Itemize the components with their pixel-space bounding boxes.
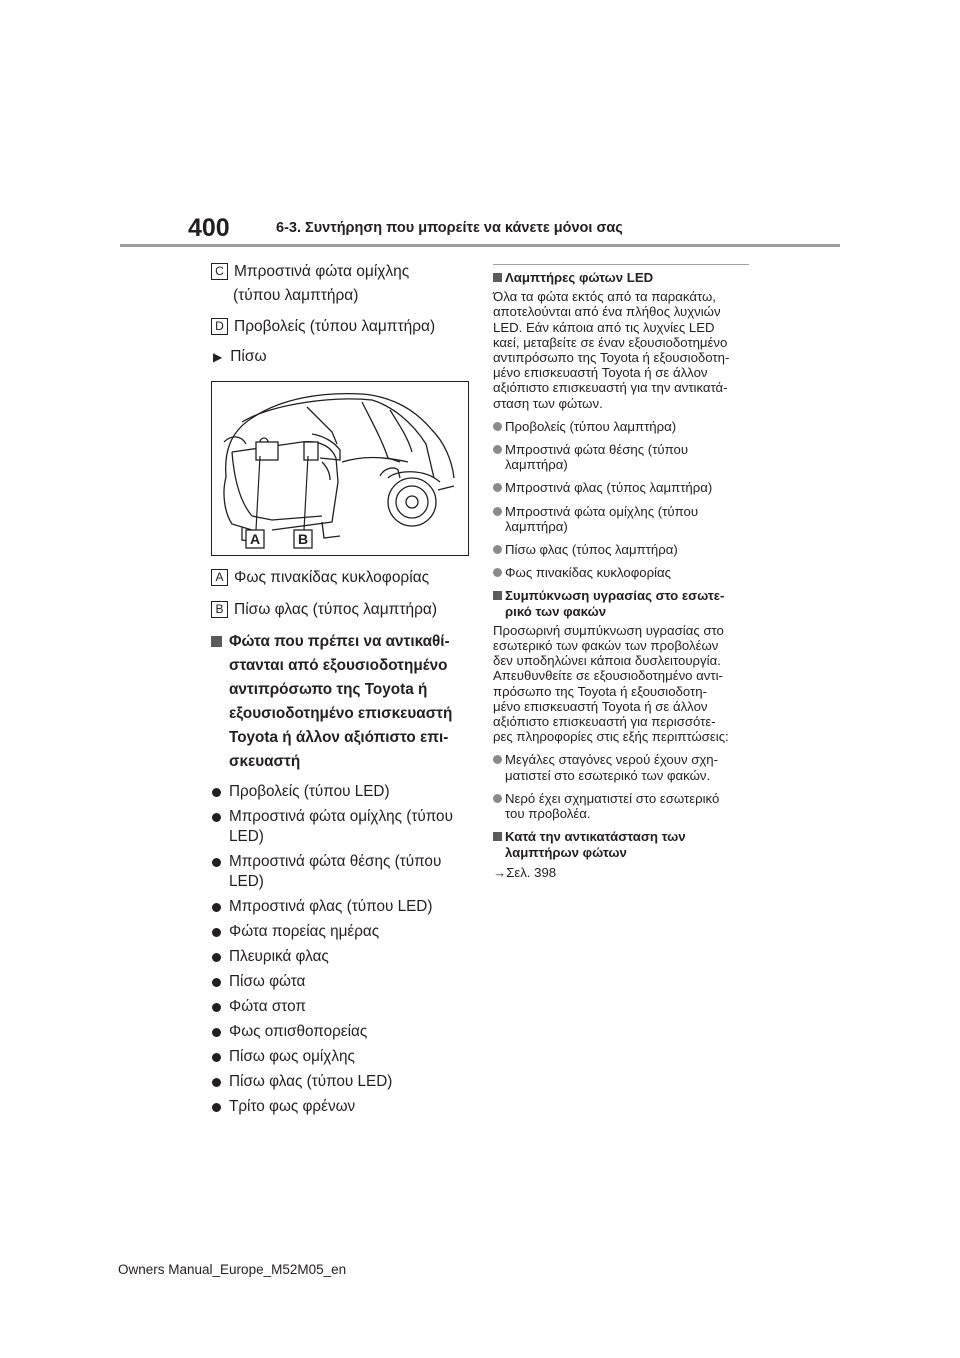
dealer-lights-list [211, 782, 469, 1122]
list-item-line: Νερό έχει σχηματιστεί στο εσωτερικό [505, 790, 720, 806]
list-item: Μπροστινά φώτα ομίχλης (τύπου LED) [211, 807, 469, 847]
list-item-line: Μεγάλες σταγόνες νερού έχουν σχη- [505, 752, 719, 768]
list-item: Πίσω φως ομίχλης [211, 1047, 469, 1067]
list-item-line: λαμπτήρα) [505, 518, 568, 534]
item-a-text: Φως πινακίδας κυκλοφορίας [234, 569, 430, 586]
callout-b [294, 530, 312, 548]
list-item: Προβολείς (τύπου LED) [211, 782, 469, 802]
condensation-body-line: ρες πληροφορίες στις εξής περιπτώσεις: [493, 729, 729, 745]
list-item [493, 504, 749, 534]
condensation-body-line: εσωτερικό των φακών των προβολέων [493, 638, 719, 654]
item-c [211, 262, 409, 282]
list-item-line: Προβολείς (τύπου λαμπτήρα) [505, 418, 677, 434]
list-item: Πλευρικά φλας [211, 947, 469, 967]
list-item [493, 480, 749, 495]
condensation-body-line: Απευθυνθείτε σε εξουσιοδοτημένο αντι- [493, 668, 723, 684]
triangle-icon: ▶ [213, 350, 223, 364]
led-body-line: μένο επισκευαστή Toyota ή σε άλλον [493, 365, 708, 381]
replacement-heading [493, 829, 749, 859]
list-item: Μπροστινά φώτα θέσης (τύπου LED) [211, 852, 469, 892]
led-body-line: LED. Εάν κάποια από τις λυχνίες LED [493, 319, 715, 335]
led-body-line: αξιόπιστο επισκευαστή για την αντικατά- [493, 380, 728, 396]
item-a [211, 568, 429, 588]
car-rear-illustration [212, 382, 468, 555]
list-item [493, 752, 749, 782]
right-column-divider [493, 264, 749, 265]
label-b: B [211, 601, 228, 618]
led-body-line: αποτελούνται από ένα πλήθος λυχνιών [493, 304, 721, 320]
dealer-heading-line: στανται από εξουσιοδοτημένο [229, 657, 448, 674]
list-item: Μπροστινά φλας (τύπου LED) [211, 897, 469, 917]
rear-car-figure [211, 381, 469, 556]
condensation-heading [493, 588, 749, 618]
list-item-line: Μπροστινά φλας (τύπος λαμπτήρα) [505, 480, 713, 496]
led-body-line: αντιπρόσωπο της Toyota ή εξουσιοδοτη- [493, 350, 730, 366]
item-b-text: Πίσω φλας (τύπος λαμπτήρα) [234, 601, 438, 618]
dealer-heading-line: αντιπρόσωπο της Toyota ή [229, 681, 428, 698]
footer-text: Owners Manual_Europe_M52M05_en [118, 1262, 347, 1277]
led-body-line: καεί, μεταβείτε σε έναν εξουσιοδοτημένο [493, 334, 728, 350]
list-item: Φως οπισθοπορείας [211, 1022, 469, 1042]
list-item-line: Μπροστινά φώτα θέσης (τύπου [505, 442, 689, 458]
led-body-line: Όλα τα φώτα εκτός από τα παρακάτω, [493, 289, 716, 305]
label-a: A [211, 569, 228, 586]
dealer-heading-line: Φώτα που πρέπει να αντικαθί- [229, 633, 450, 650]
led-body-line: σταση των φώτων. [493, 395, 603, 411]
right-column [493, 270, 749, 880]
condensation-body-line: μένο επισκευαστή Toyota ή σε άλλον [493, 698, 708, 714]
condensation-body-line: πρόσωπο της Toyota ή εξουσιοδοτη- [493, 683, 707, 699]
section-title: 6-3. Συντήρηση που μπορείτε να κάνετε μόνοι σας [276, 220, 623, 236]
label-c: C [211, 263, 228, 280]
led-heading: Λαμπτήρες φώτων LED [493, 270, 749, 285]
item-c-text-cont: (τύπου λαμπτήρα) [233, 287, 359, 304]
led-body [493, 289, 749, 411]
replacement-heading-line: λαμπτήρων φώτων [505, 844, 627, 860]
condensation-body [493, 623, 749, 745]
list-item-line: Πίσω φλας (τύπος λαμπτήρα) [505, 542, 678, 558]
list-item-line: Φως πινακίδας κυκλοφορίας [505, 565, 672, 581]
list-item-line: του προβολέα. [505, 806, 591, 822]
list-item: Φώτα πορείας ημέρας [211, 922, 469, 942]
condensation-heading-line: Συμπύκνωση υγρασίας στο εσωτε- [505, 588, 725, 604]
item-d-text: Προβολείς (τύπου λαμπτήρα) [234, 318, 436, 335]
condensation-list [493, 752, 749, 821]
callout-b-label: B [297, 531, 309, 547]
list-item [493, 442, 749, 472]
dealer-heading-lines [229, 630, 487, 774]
header-divider [120, 244, 840, 247]
rear-heading [213, 347, 267, 367]
callout-a-label: A [249, 531, 261, 547]
rear-label: Πίσω [230, 348, 267, 365]
condensation-heading-line: ρικό των φακών [505, 603, 607, 619]
list-item-line: Μπροστινά φώτα ομίχλης (τύπου [505, 503, 699, 519]
led-lights-list [493, 419, 749, 581]
condensation-body-line: δεν υποδηλώνει κάποια δυσλειτουργία. [493, 653, 721, 669]
callout-a [246, 530, 264, 548]
replacement-heading-line: Κατά την αντικατάσταση των [505, 829, 686, 845]
condensation-body-line: Προσωρινή συμπύκνωση υγρασίας στο [493, 622, 724, 638]
page-reference[interactable]: →Σελ. 398 [493, 864, 557, 880]
list-item [493, 419, 749, 434]
item-c-text: Μπροστινά φώτα ομίχλης [234, 263, 410, 280]
list-item: Πίσω φλας (τύπου LED) [211, 1072, 469, 1092]
dealer-heading-line: Toyota ή άλλον αξιόπιστο επι- [229, 729, 449, 746]
list-item [493, 542, 749, 557]
page-number: 400 [188, 214, 230, 242]
list-item [493, 791, 749, 821]
item-d [211, 317, 435, 337]
list-item-line: ματιστεί στο εσωτερικό των φακών. [505, 767, 711, 783]
list-item: Πίσω φώτα [211, 972, 469, 992]
condensation-body-line: αξιόπιστο επισκευαστή για περισσότε- [493, 714, 716, 730]
dealer-heading-line: σκευαστή [229, 753, 301, 770]
list-item-line: λαμπτήρα) [505, 457, 568, 473]
label-d: D [211, 318, 228, 335]
list-item [493, 565, 749, 580]
list-item: Τρίτο φως φρένων [211, 1097, 469, 1117]
dealer-heading-line: εξουσιοδοτημένο επισκευαστή [229, 705, 453, 722]
dealer-heading [211, 630, 487, 774]
list-item: Φώτα στοπ [211, 997, 469, 1017]
item-b [211, 600, 437, 620]
